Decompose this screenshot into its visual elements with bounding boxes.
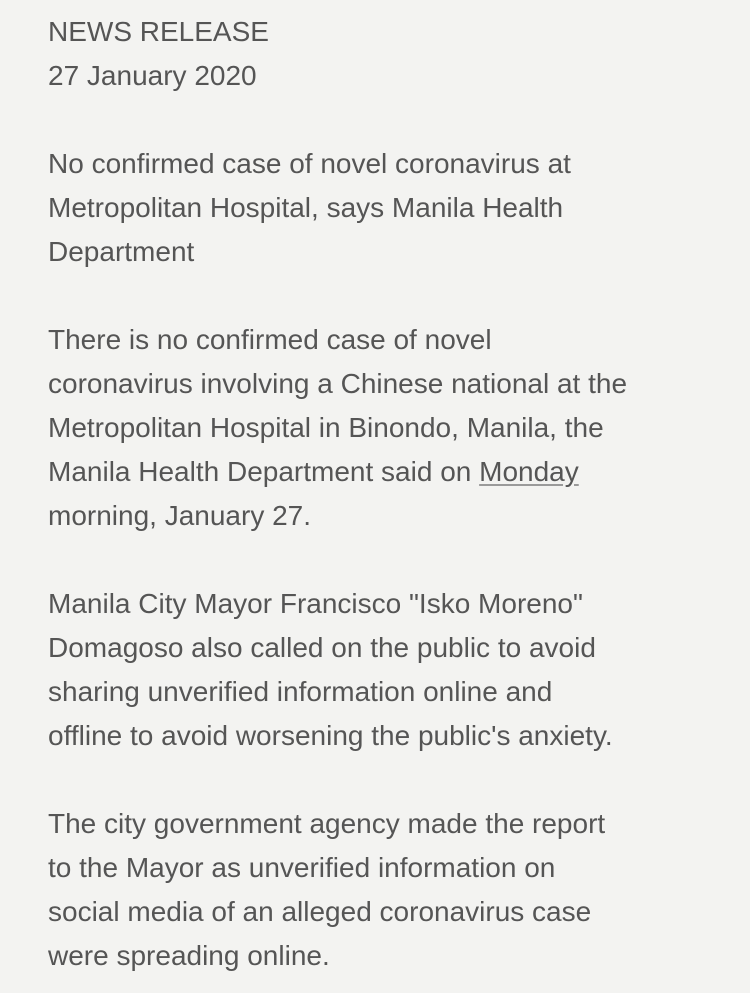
paragraph-line: Metropolitan Hospital in Binondo, Manila, the (48, 412, 604, 443)
paragraph-line: There is no confirmed case of novel (48, 324, 492, 355)
paragraph-line: were spreading online. (48, 940, 330, 971)
paragraph-1 (48, 318, 710, 538)
release-header (48, 10, 710, 98)
headline-line: Metropolitan Hospital, says Manila Health (48, 192, 564, 223)
paragraph-line: social media of an alleged coronavirus case (48, 896, 592, 927)
paragraph-line-prefix: Manila Health Department said on (48, 456, 480, 487)
headline-line: Department (48, 236, 195, 267)
paragraph-line: coronavirus involving a Chinese national at the (48, 368, 628, 399)
monday-date-link[interactable]: Monday (479, 456, 579, 487)
paragraph-line-with-link (48, 450, 710, 494)
paragraph-line: Manila City Mayor Francisco "Isko Moreno" (48, 588, 583, 619)
paragraph-line: sharing unverified information online and (48, 676, 553, 707)
paragraph-2 (48, 582, 710, 758)
paragraph-line: morning, January 27. (48, 500, 312, 531)
headline (48, 142, 710, 274)
paragraph-line: to the Mayor as unverified information on (48, 852, 556, 883)
release-label: NEWS RELEASE (48, 16, 269, 47)
paragraph-line: The city government agency made the report (48, 808, 606, 839)
paragraph-line: offline to avoid worsening the public's anxiety. (48, 720, 613, 751)
release-date: 27 January 2020 (48, 60, 257, 91)
headline-line: No confirmed case of novel coronavirus at (48, 148, 571, 179)
paragraph-line: Domagoso also called on the public to avoid (48, 632, 596, 663)
paragraph-3 (48, 802, 710, 978)
